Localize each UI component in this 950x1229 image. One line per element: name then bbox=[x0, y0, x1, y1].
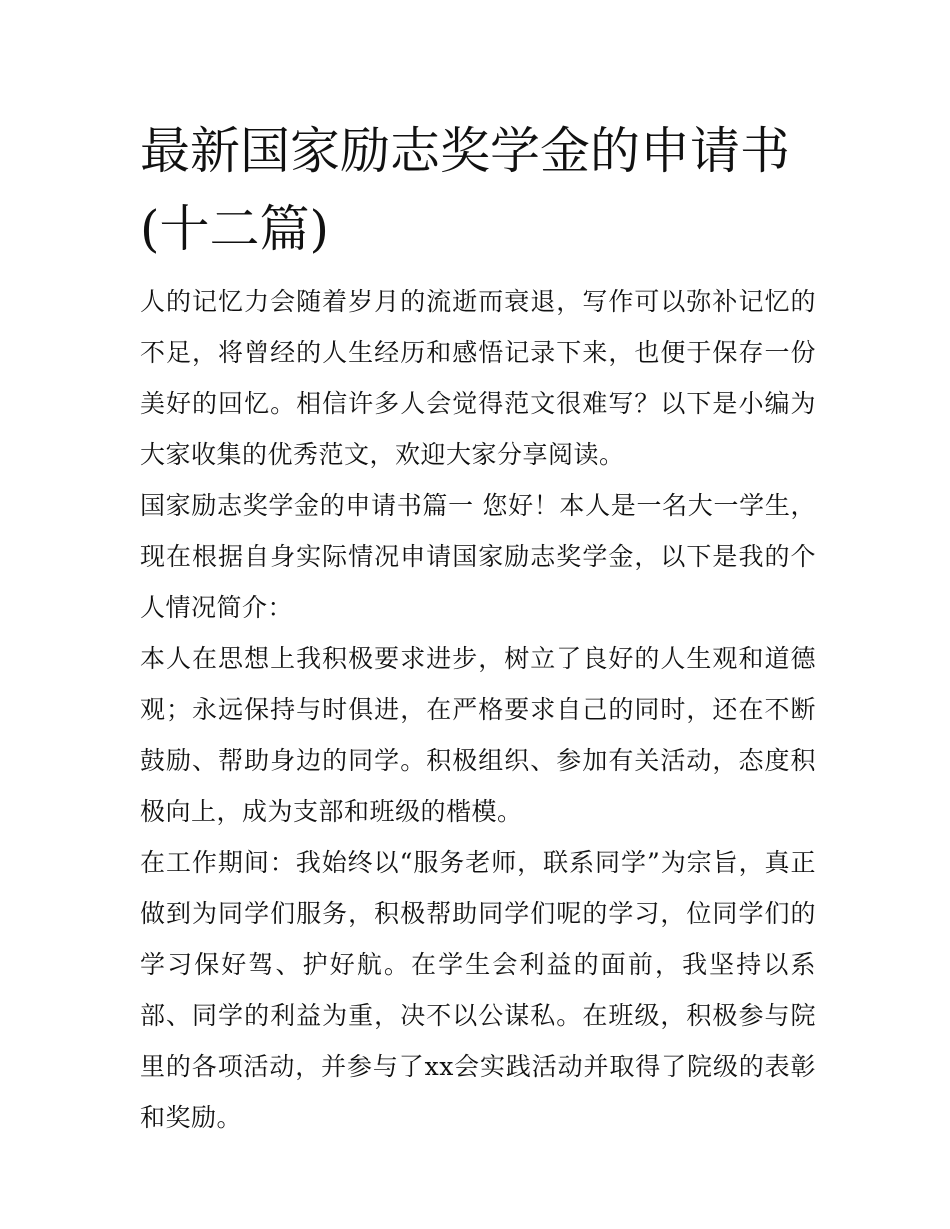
paragraph-work: 在工作期间：我始终以“服务老师，联系同学”为宗旨，真正做到为同学们服务，积极帮助同学们呢的学习，位同学们的学习保好驾、护好航。在学生会利益的面前，我坚持以系部、同学的利益为重，决不以公谋私。在班级，积极参与院里的各项活动，并参与了xx会实践活动并取得了院级的表彰和奖励。 bbox=[140, 848, 816, 1132]
paragraph-greeting: 国家励志奖学金的申请书篇一 您好！本人是一名大一学生，现在根据自身实际情况申请国家励志奖学金，以下是我的个人情况简介： bbox=[140, 491, 816, 622]
document-title: 最新国家励志奖学金的申请书(十二篇) bbox=[140, 122, 790, 258]
paragraph-ideology: 本人在思想上我积极要求进步，树立了良好的人生观和道德观；永远保持与时俱进，在严格要求自己的同时，还在不断鼓励、帮助身边的同学。积极组织、参加有关活动，态度积极向上，成为支部和班级的楷模。 bbox=[140, 644, 816, 826]
paragraph-intro: 人的记忆力会随着岁月的流逝而衰退，写作可以弥补记忆的不足，将曾经的人生经历和感悟记录下来，也便于保存一份美好的回忆。相信许多人会觉得范文很难写？以下是小编为大家收集的优秀范文，欢迎大家分享阅读。 bbox=[140, 287, 816, 469]
document-body bbox=[140, 276, 816, 1143]
